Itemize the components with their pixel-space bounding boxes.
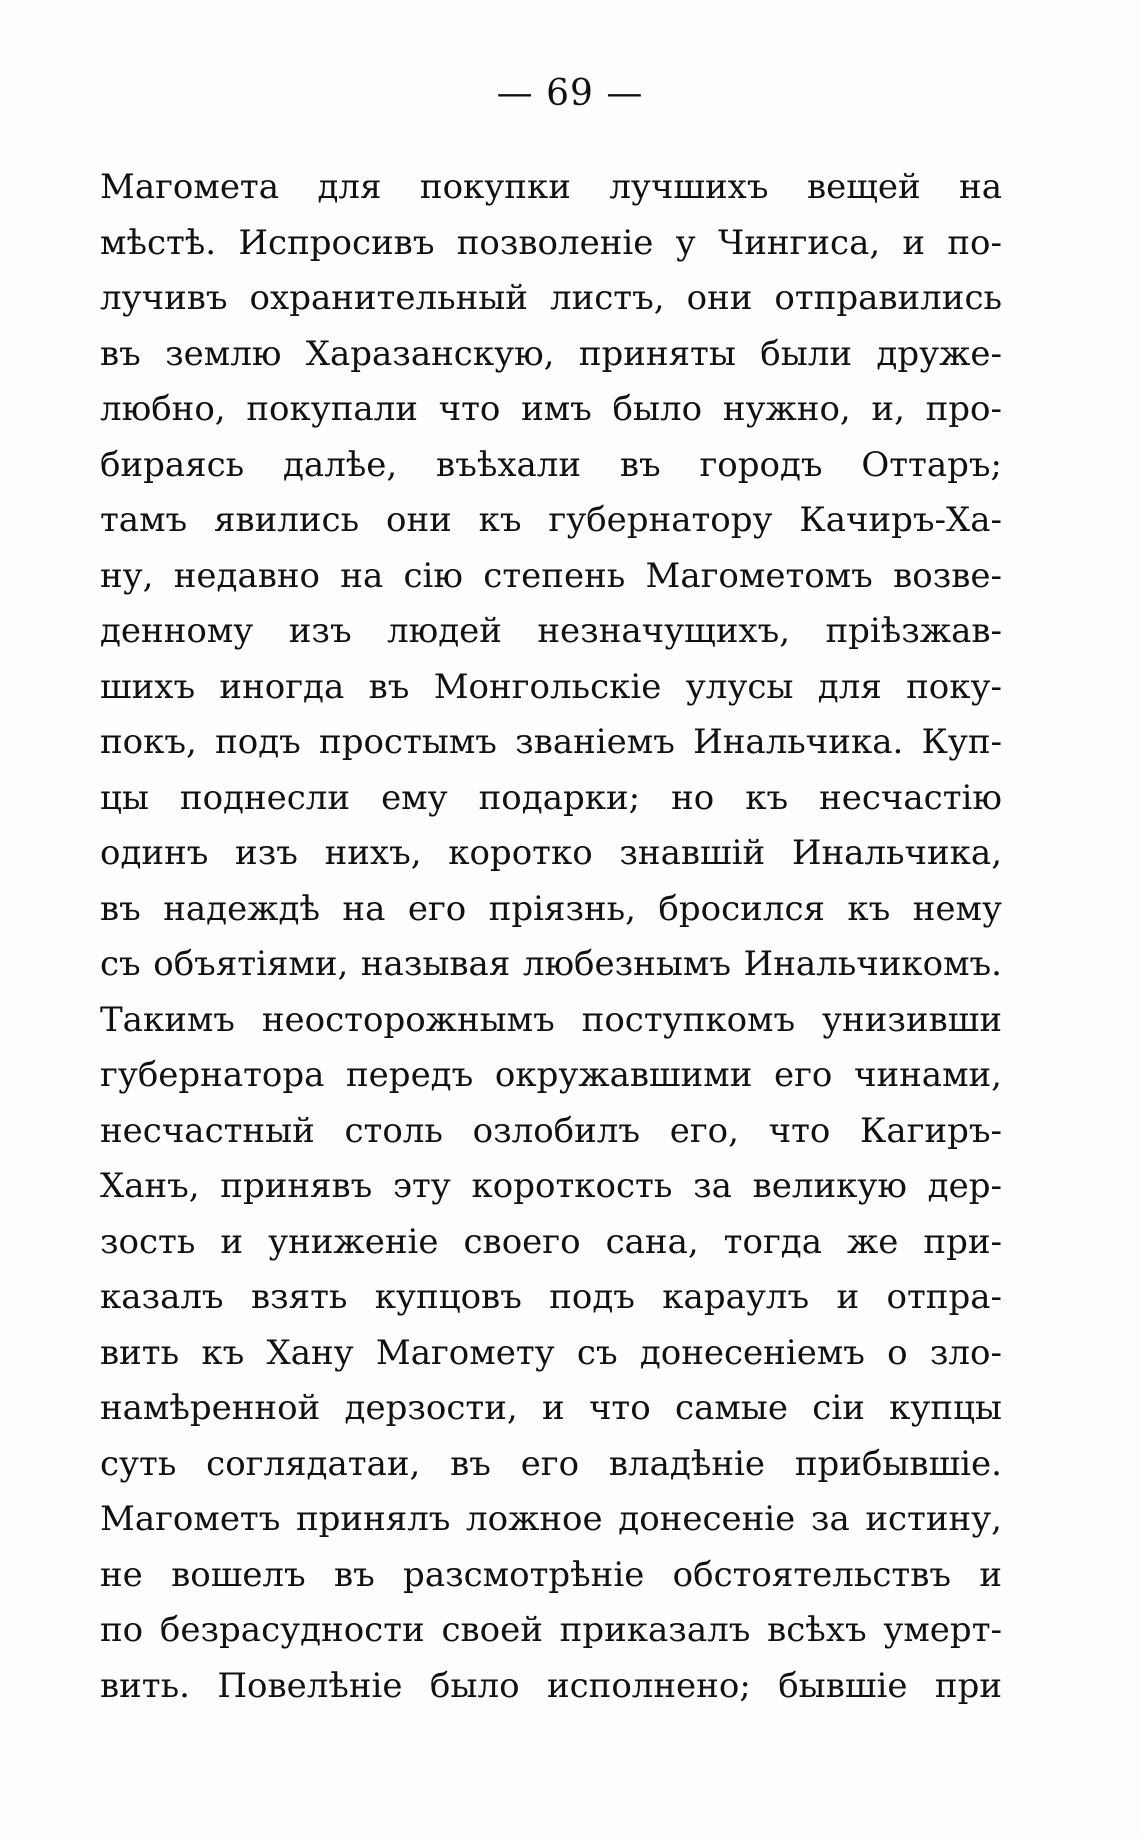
text-line: зость и униженiе своего сана, тогда же при- bbox=[100, 1221, 1002, 1262]
text-line: суть соглядатаи, въ его владѣнiе прибывшiе. bbox=[100, 1443, 1002, 1484]
text-line: бираясь далѣе, въѣхали въ городъ Оттаръ; bbox=[100, 444, 1002, 485]
text-line: вить къ Хану Магомету съ донесенiемъ о зло- bbox=[100, 1332, 1002, 1373]
text-line: тамъ явились они къ губернатору Качиръ-Ха- bbox=[100, 500, 1002, 540]
text-line: ну, недавно на сiю степень Магометомъ возве- bbox=[100, 555, 1002, 596]
text-line: шихъ иногда въ Монгольскiе улусы для поку- bbox=[100, 666, 1002, 707]
text-line: губернатора передъ окружавшими его чинами, bbox=[100, 1055, 1002, 1095]
text-line: намѣренной дерзости, и что самые сiи купцы bbox=[100, 1388, 1002, 1428]
text-line: цы поднесли ему подарки; но къ несчастiю bbox=[100, 777, 1002, 818]
text-line: Ханъ, принявъ эту короткость за великую дер- bbox=[100, 1166, 1002, 1206]
text-line: въ надеждѣ на его прiязнь, бросился къ нему bbox=[100, 888, 1002, 929]
text-line: Магомета для покупки лучшихъ вещей на bbox=[100, 167, 1002, 207]
text-line: мѣстѣ. Испросивъ позволенiе у Чингиса, и по- bbox=[100, 222, 1002, 263]
text-line: не вошелъ въ разсмотрѣнiе обстоятельствъ и bbox=[100, 1554, 1002, 1595]
text-line: лучивъ охранительный листъ, они отправились bbox=[100, 278, 1002, 318]
body-text bbox=[100, 160, 1002, 1714]
text-line: Такимъ неосторожнымъ поступкомъ унизивши bbox=[100, 999, 1002, 1040]
text-line: съ объятiями, называя любезнымъ Инальчикомъ. bbox=[100, 944, 1002, 984]
text-line: любно, покупали что имъ было нужно, и, про- bbox=[100, 389, 1002, 429]
text-line: въ землю Харазанскую, приняты были друже- bbox=[100, 333, 1002, 374]
text-line: вить. Повелѣнiе было исполнено; бывшiе при bbox=[100, 1665, 1002, 1706]
text-line: казалъ взять купцовъ подъ караулъ и отпра- bbox=[100, 1277, 1002, 1317]
text-line: несчастный столь озлобилъ его, что Кагиръ- bbox=[100, 1110, 1002, 1151]
text-line: денному изъ людей незначущихъ, прiѣзжав- bbox=[100, 611, 1002, 651]
page-number: — 69 — bbox=[496, 73, 644, 114]
text-line: Магометъ принялъ ложное донесенiе за истину, bbox=[100, 1499, 1002, 1539]
text-line: по безрасудности своей приказалъ всѣхъ умерт- bbox=[100, 1610, 1002, 1650]
text-line: покъ, подъ простымъ званiемъ Инальчика. Куп- bbox=[100, 722, 1002, 762]
text-line: одинъ изъ нихъ, коротко знавшiй Инальчика, bbox=[100, 833, 1002, 873]
